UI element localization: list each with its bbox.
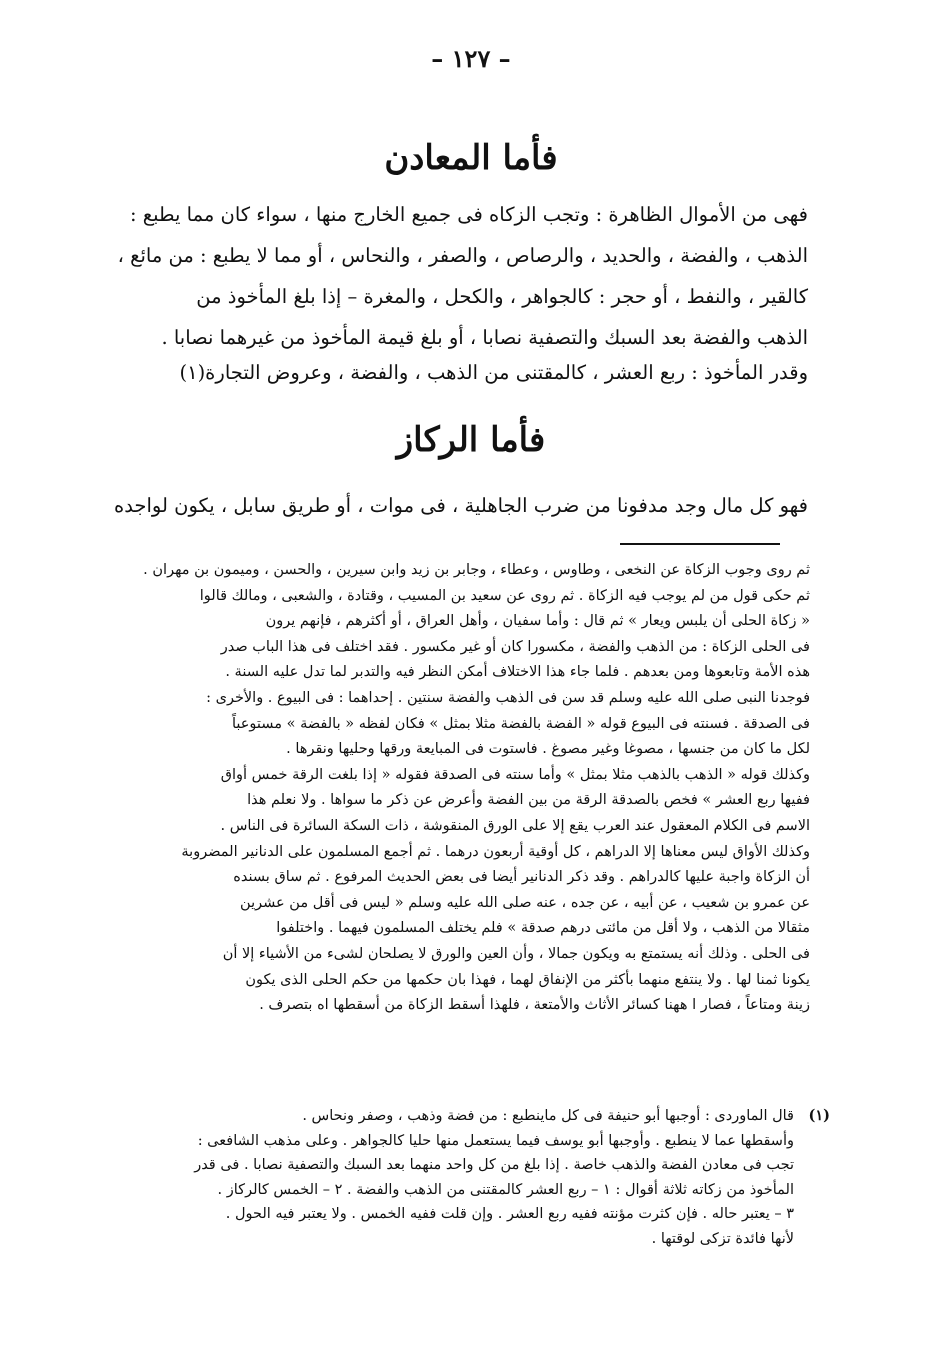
note-line: مثقالا من الذهب ، ولا أقل من مائتى درهم صدقة » فلم يختلف المسلمون فيهما . واختلفوا — [276, 920, 810, 937]
note-line: لكل ما كان من جنسها ، مصوغا وغير مصوغ . فاستوت فى المبايعة ورقها وحليها ونقرها . — [286, 741, 810, 758]
note-line: فى الحلى الزكاة : من الذهب والفضة ، مكسورا كان أو غير مكسور . فقد اختلف فى هذا الباب صدر — [220, 638, 810, 655]
footnote-line: لأنها فائدة تزكى لوقتها . — [651, 1230, 794, 1247]
body-line: الذهب ، والفضة ، والحديد ، والرصاص ، والصفر ، والنحاس ، أو مما لا يطبع : من مائع ، — [117, 244, 808, 267]
note-line: الاسم فى الكلام المعقول عند العرب يقع إلا على الورق المنقوشة ، ذات السكة السائرة فى الناس . — [220, 817, 810, 834]
note-line: وكذلك الأواق ليس معناها إلا الدراهم ، كل أوقية أربعون درهما . ثم أجمع المسلمون على الدنانير المضروبة — [181, 843, 810, 860]
body-line: وقدر المأخوذ : ربع العشر ، كالمقتنى من الذهب ، والفضة ، وعروض التجارة(١) — [179, 361, 808, 384]
footnote-line: وأسقطها عما لا ينطبع . وأوجبها أبو يوسف فيما يستعمل منها حليا كالجواهر . وعلى مذهب الشافعى : — [197, 1132, 794, 1149]
body-line: فهى من الأموال الظاهرة : وتجب الزكاه فى جميع الخارج منها ، سواء كان مما يطبع : — [129, 203, 808, 226]
footnote-marker: (١) — [808, 1107, 830, 1124]
body-line: فهو كل مال وجد مدفونا من ضرب الجاهلية ، فى موات ، أو طريق سابل ، يكون لواجده — [113, 494, 808, 517]
note-line: يكونا ثمنا لها . ولا ينتفع منهما بأكثر من الإنفاق لهما ، فهذا بان حكمها من حكم الحلى الذى يكون — [245, 971, 810, 988]
note-line: وكذلك قوله « الذهب بالذهب مثلا بمثل » وأما سنته فى الصدقة فقوله « إذا بلغت الرقة خمس أواق — [220, 766, 810, 783]
note-line: فوجدنا النبى صلى الله عليه وسلم قد سن فى الذهب والفضة سنتين . إحداهما : فى البيوع . والأخرى : — [206, 689, 810, 706]
footnote-line: المأخوذ من زكاته ثلاثة أقوال : ١ – ربع العشر كالمقتنى من الذهب والفضة . ٢ – الخمس كالركاز . — [217, 1181, 794, 1198]
page-number: – ١٢٧ – — [431, 44, 511, 73]
note-line: ثم روى وجوب الزكاة عن النخعى ، وطاوس ، وعطاء ، وجابر بن زيد وابن سيرين ، والحسن ، وميمون بن مهران . — [143, 562, 810, 578]
note-line: « زكاة الحلى أن يلبس ويعار » ثم قال : وأما سفيان ، وأهل العراق ، أو أكثرهم ، فإنهم يرون — [265, 613, 810, 630]
note-line: فى الحلى . وذلك أنه يستمتع به ويكون جمالا ، وأن العين والورق لا يصلحان لشىء من الأشياء إلا أن — [222, 945, 810, 962]
note-line: عن عمرو بن شعيب ، عن أبيه ، عن جده ، عنه صلى الله عليه وسلم « ليس فى أقل من عشرين — [240, 894, 810, 911]
section-title-rikaz: فأما الركاز — [396, 420, 546, 460]
body-line: كالقير ، والنفط ، أو حجر : كالجواهر ، والكحل ، والمغرة – إذا بلغ المأخوذ من — [196, 285, 808, 308]
note-line: أن الزكاة واجبة عليها كالدراهم . وقد ذكر الدنانير أيضا فى بعض الحديث المرفوع . ثم ساق بسنده — [233, 869, 810, 886]
note-line: ففيها ربع العشر » فخص بالصدقة الرقة من بين الفضة وأعرض عن ذكر ما سواها . ولا نعلم هذا — [247, 792, 810, 809]
minerals-paragraph — [108, 194, 808, 358]
section-title-minerals: فأما المعادن — [384, 138, 558, 178]
footnote-1 — [140, 1104, 830, 1251]
footnote-line: تجب فى معادن الفضة والذهب خاصة . إذا بلغ من كل واحد منهما بعد السبك والتصفية نصابا . فى قدر — [194, 1157, 794, 1173]
amount-paragraph — [108, 352, 808, 393]
note-line: ثم حكى قول من لم يوجب فيه الزكاة . ثم روى عن سعيد بن المسيب ، وقتادة ، والشعبى ، ومالك قالوا — [199, 587, 810, 604]
note-line: زينة ومتاعاً ، فصار ا ههنا كسائر الأثاث والأمتعة ، فلهذا أسقط الزكاة من أسقطها اه بتصرف . — [259, 997, 810, 1014]
footnote-line: قال الماوردى : أوجبها أبو حنيفة فى كل ماينطبع : من فضة وذهب ، وصفر ونحاس . — [302, 1108, 794, 1124]
body-line: الذهب والفضة بعد السبك والتصفية نصابا ، أو بلغ قيمة المأخوذ من غيرهما نصابا . — [161, 326, 808, 349]
rikaz-paragraph — [108, 485, 808, 526]
footnote-separator — [620, 543, 780, 545]
footnote-line: ٣ – يعتبر حاله . فإن كثرت مؤنته ففيه ربع العشر . وإن قلت ففيه الخمس . ولا يعتبر فيه الحول . — [225, 1206, 794, 1222]
footnote-text — [140, 1104, 794, 1251]
note-line: فى الصدقة . فسنته فى البيوع قوله « الفضة بالفضة مثلا بمثل » فكان لفظه « بالفضة » مستوعباً — [231, 715, 810, 732]
note-line: هذه الأمة وتابعوها ومن بعدهم . فلما جاء هذا الاختلاف أمكن النظر فيه والتدبر لما تدل عليه السنة . — [225, 664, 810, 681]
continued-note — [140, 558, 810, 1019]
